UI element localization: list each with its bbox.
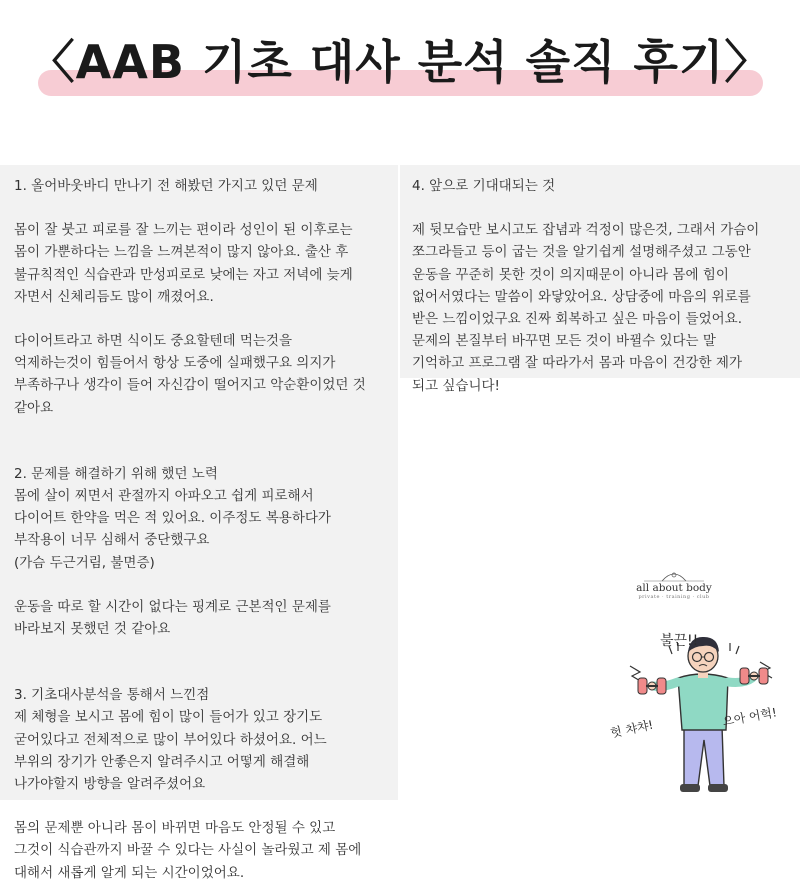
exercise-illustration (610, 618, 800, 800)
section-3-text: 제 체형을 보시고 몸에 힘이 많이 들어가 있고 장기도 (14, 709, 323, 726)
section-4-text: 문제의 본질부터 바꾸면 모든 것이 바뀔수 있다는 말 (412, 333, 716, 350)
section-2-text: 몸에 살이 찌면서 관절까지 아파오고 쉽게 피로해서 (14, 488, 314, 505)
section-2-text: (가슴 두근거림, 불면증) (14, 554, 155, 571)
section-4-text: 기억하고 프로그램 잘 따라가서 몸과 마음이 건강한 제가 (412, 355, 742, 372)
section-1-text: 불규칙적인 식습관과 만성피로로 낮에는 자고 저녁에 늦게 (14, 266, 353, 283)
section-2-heading: 2. 문제를 해결하기 위해 했던 노력 (14, 465, 218, 482)
brand-logo (624, 568, 724, 608)
section-4-text: 되고 싶습니다! (412, 377, 500, 394)
section-1-text: 자면서 신체리듬도 많이 깨졌어요. (14, 288, 214, 305)
section-2 (14, 463, 392, 640)
section-1-text: 몸이 잘 붓고 피로를 잘 느끼는 편이라 성인이 된 이후로는 (14, 222, 353, 239)
section-3-heading: 3. 기초대사분석을 통해서 느낀점 (14, 687, 210, 704)
section-3-text: 몸의 문제뿐 아니라 몸이 바뀌면 마음도 안정될 수 있고 (14, 820, 336, 837)
brand-crest-icon (624, 568, 724, 584)
left-panel (0, 165, 398, 881)
section-1 (14, 175, 392, 419)
section-3-text: 굳어있다고 전체적으로 많이 부어있다 하셨어요. 어느 (14, 731, 327, 748)
section-1-text: 다이어트라고 하면 식이도 중요할텐데 먹는것을 (14, 333, 292, 350)
brand-name: all about body (636, 582, 712, 594)
right-panel (400, 165, 800, 394)
section-4-text: 없어서였다는 말씀이 와닿았어요. 상담중에 마음의 위로를 (412, 288, 751, 305)
section-1-text: 같아요 (14, 399, 54, 416)
section-4-text: 받은 느낌이었구요 진짜 회복하고 싶은 마음이 들었어요. (412, 311, 742, 328)
exclaim-top: 불끈!! (660, 633, 699, 649)
section-3-text: 그것이 식습관까지 바꿀 수 있다는 사실이 놀라웠고 제 몸에 (14, 842, 362, 859)
section-3 (14, 684, 392, 884)
brand-tagline: private · training · club (638, 594, 710, 600)
section-3-text: 부위의 장기가 안좋은지 알려주시고 어떻게 해결해 (14, 753, 310, 770)
section-4-text: 운동을 꾸준히 못한 것이 의지때문이 아니라 몸에 힘이 (412, 266, 729, 283)
section-4-text: 제 뒷모습만 보시고도 잡념과 걱정이 많은것, 그래서 가슴이 (412, 222, 760, 239)
section-4-text: 쪼그라들고 등이 굽는 것을 알기쉽게 설명해주셨고 그동안 (412, 244, 751, 261)
exclaim-left: 헛 챠챠! (609, 717, 655, 741)
section-2-text: 운동을 따로 할 시간이 없다는 핑계로 근본적인 문제를 (14, 598, 331, 615)
section-3-text: 대해서 새롭게 알게 되는 시간이었어요. (14, 864, 245, 881)
exclaim-right: 으아 어헉! (721, 705, 778, 729)
section-1-text: 억제하는것이 힘들어서 항상 도중에 실패했구요 의지가 (14, 355, 336, 372)
section-4-heading: 4. 앞으로 기대대되는 것 (412, 178, 556, 194)
section-1-heading: 1. 올어바웃바디 만나기 전 해봤던 가지고 있던 문제 (14, 178, 318, 194)
section-2-text: 바라보지 못했던 것 같아요 (14, 621, 171, 638)
section-3-text: 나가야할지 방향을 알려주셨어요 (14, 776, 206, 793)
section-2-text: 부작용이 너무 심해서 중단했구요 (14, 532, 210, 549)
dumbbell-left (638, 678, 666, 694)
section-1-text: 몸이 가뿐하다는 느낌을 느껴본적이 많지 않아요. 출산 후 (14, 244, 349, 261)
section-2-text: 다이어트 한약을 먹은 적 있어요. 이주정도 복용하다가 (14, 510, 331, 527)
title-area (0, 0, 800, 130)
page-title: 〈AAB 기초 대사 분석 솔직 후기〉 (28, 35, 772, 89)
section-1-text: 부족하구나 생각이 들어 자신감이 떨어지고 악순환이었던 것 (14, 377, 366, 394)
